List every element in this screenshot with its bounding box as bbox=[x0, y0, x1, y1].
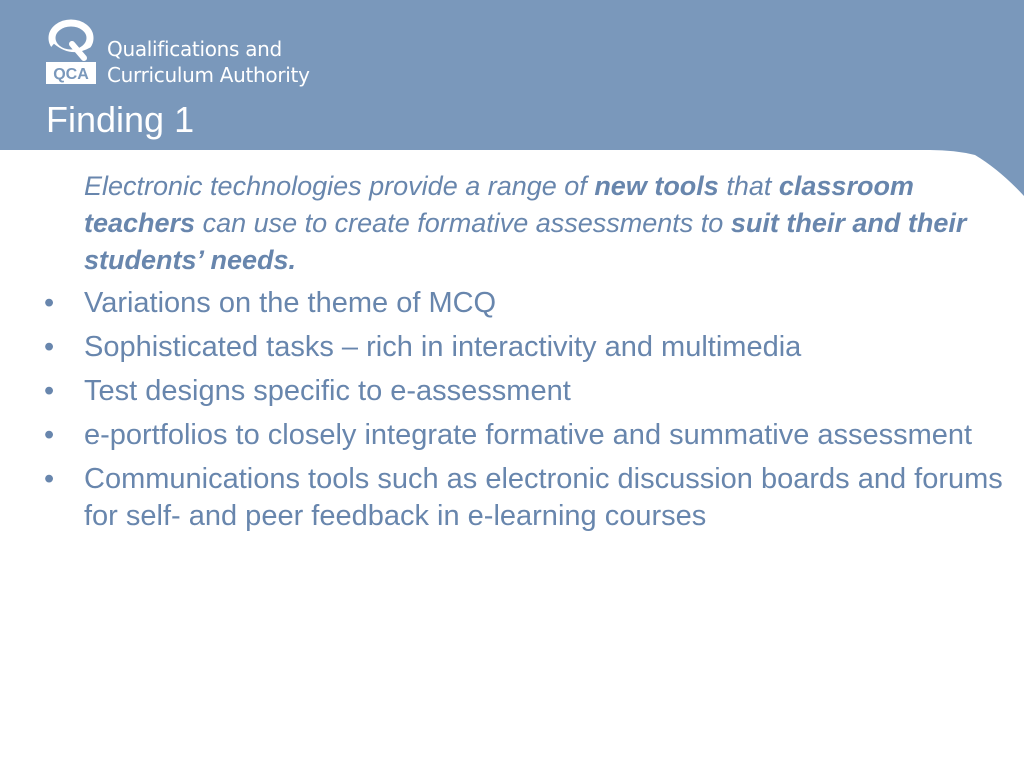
bullet-text: e-portfolios to closely integrate formative and summative assessment bbox=[84, 419, 973, 451]
bullet-text: Sophisticated tasks – rich in interactivity and multimedia bbox=[84, 331, 802, 363]
bullet-icon: • bbox=[44, 375, 55, 407]
bullet-text: Variations on the theme of MCQ bbox=[84, 287, 497, 319]
qca-logo-text bbox=[107, 36, 310, 88]
intro-text: that bbox=[718, 171, 779, 201]
intro-text: can use to create formative assessments to bbox=[195, 208, 731, 238]
intro-period: . bbox=[288, 245, 297, 275]
intro-text: Electronic technologies provide a range of bbox=[84, 171, 595, 201]
intro-paragraph bbox=[84, 168, 1004, 279]
qca-logo-mark bbox=[44, 18, 100, 86]
bullet-text: Test designs specific to e-assessment bbox=[84, 375, 571, 407]
logo-line-2: Curriculum Authority bbox=[107, 63, 310, 87]
logo-line-1: Qualifications and bbox=[107, 37, 282, 61]
bullet-list bbox=[44, 285, 1004, 535]
bullet-icon: • bbox=[44, 419, 55, 451]
bullet-item bbox=[44, 329, 1004, 366]
slide-title: Finding 1 bbox=[46, 99, 195, 140]
bullet-icon: • bbox=[44, 331, 55, 363]
bullet-item bbox=[44, 461, 1004, 535]
bullet-icon: • bbox=[44, 287, 55, 319]
qca-logo-abbr: QCA bbox=[53, 66, 89, 83]
bullet-item bbox=[44, 417, 1004, 454]
bullet-item bbox=[44, 285, 1004, 322]
intro-emphasis: suit their and their students’ needs bbox=[84, 208, 967, 275]
bullet-icon: • bbox=[44, 463, 55, 495]
bullet-text: Communications tools such as electronic discussion boards and forums for self- and peer feedback in e-learning courses bbox=[84, 463, 1003, 532]
intro-emphasis: classroom teachers bbox=[84, 171, 914, 238]
intro-emphasis: new tools bbox=[594, 171, 719, 201]
bullet-item bbox=[44, 373, 1004, 410]
slide-content bbox=[44, 168, 1004, 542]
